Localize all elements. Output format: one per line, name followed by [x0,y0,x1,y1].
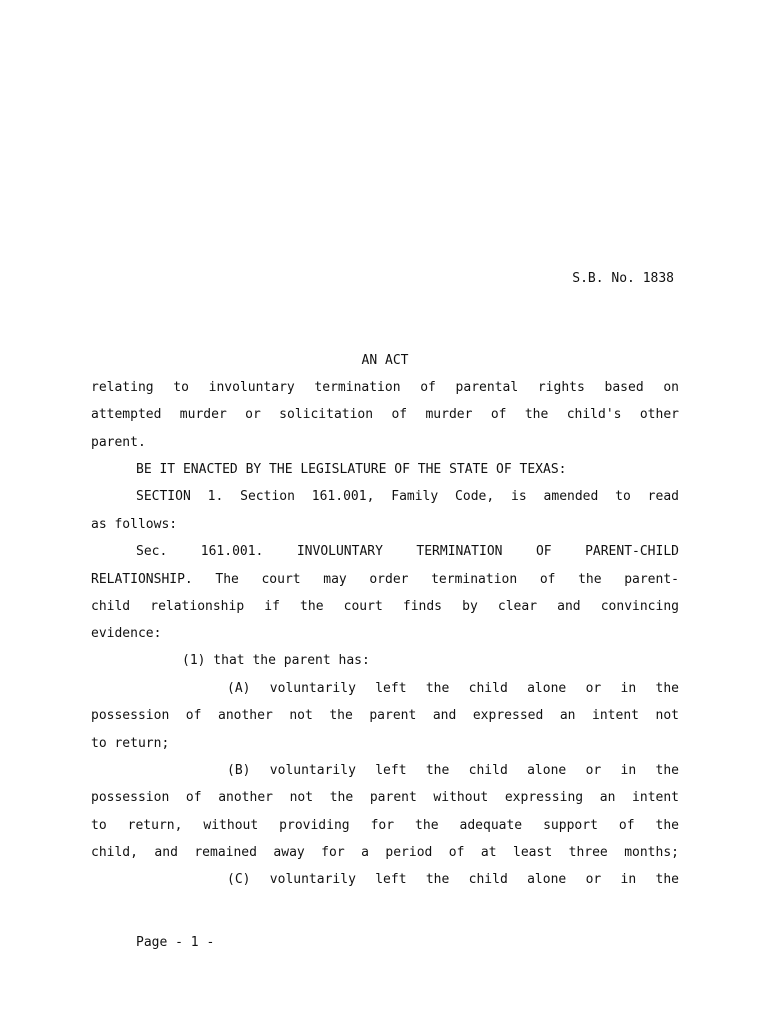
sec-heading-line: evidence: [91,626,162,641]
item-b-line: possession of another not the parent without expressing an intent [91,790,679,805]
act-title: AN ACT [361,353,409,368]
item-b-line: child, and remained away for a period of at least three months; [91,845,679,860]
caption-line: parent. [91,435,146,450]
section-1-line: SECTION 1. Section 161.001, Family Code, is amended to read [136,489,679,504]
item-a-line: (A) voluntarily left the child alone or in the [227,681,679,696]
item-1: (1) that the parent has: [182,653,370,668]
enacting-clause: BE IT ENACTED BY THE LEGISLATURE OF THE STATE OF TEXAS: [136,462,567,477]
section-1-line: as follows: [91,517,178,532]
sec-heading-line: Sec. 161.001. INVOLUNTARY TERMINATION OF PARENT-CHILD [136,544,679,559]
page-number: Page - 1 - [136,935,215,950]
caption-line: relating to involuntary termination of parental rights based on [91,380,679,395]
item-b-line: (B) voluntarily left the child alone or in the [227,763,679,778]
item-b-line: to return, without providing for the adequate support of the [91,818,679,833]
item-c-line: (C) voluntarily left the child alone or in the [227,872,679,887]
caption-line: attempted murder or solicitation of murder of the child's other [91,407,679,422]
sec-heading-line: child relationship if the court finds by clear and convincing [91,599,679,614]
bill-number: S.B. No. 1838 [572,271,674,286]
item-a-line: possession of another not the parent and expressed an intent not [91,708,679,723]
sec-heading-line: RELATIONSHIP. The court may order termination of the parent- [91,572,679,587]
item-a-line: to return; [91,736,170,751]
